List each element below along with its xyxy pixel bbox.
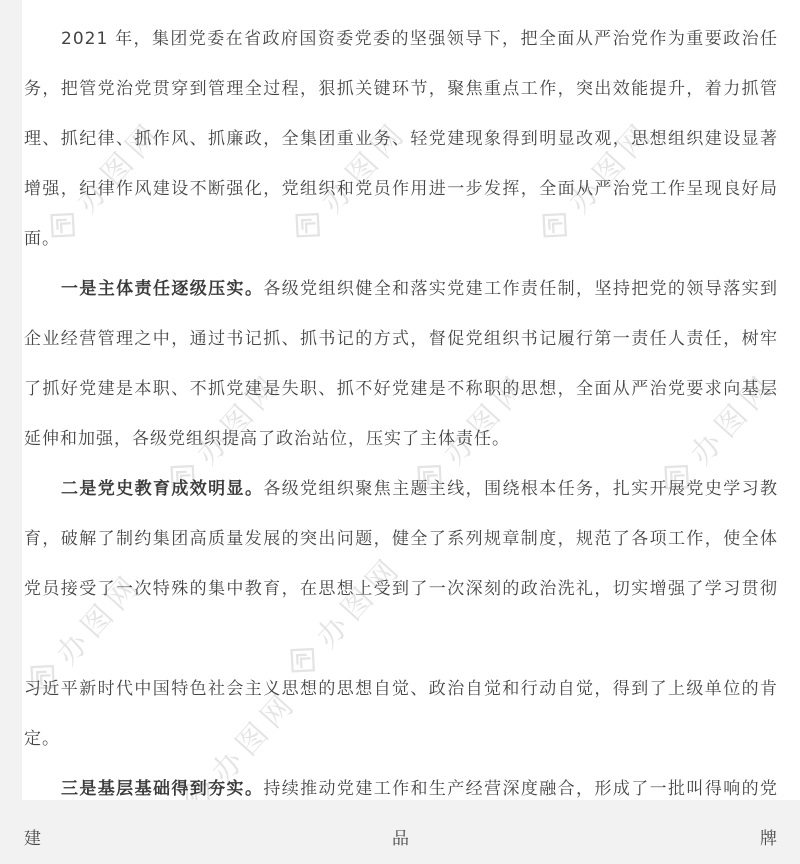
paragraph-bold-lead: 三是基层基础得到夯实。 [61,779,264,799]
watermark-text: 办图网 [561,114,662,220]
document-page [22,0,800,849]
paragraph-bold-lead: 一是主体责任逐级压实。 [61,279,264,299]
watermark-text: 办图网 [314,114,415,220]
paragraph [24,664,778,764]
watermark-text: 办图网 [683,366,784,472]
paragraph-text-run: 各级党组织健全和落实党建工作责任制，坚持把党的领导落实到企业经营管理之中，通过书记抓、抓书记的方式，督促党组织书记履行第一责任人责任，树牢了抓好党建是本职、不抓党建是失职、抓不好党建是不称职的思想，全面从严治党要求向基层延伸和加强，各级党组织提高了政治站位，压实了主体责任。 [24,279,779,449]
paragraph-text-run: 2021 年，集团党委在省政府国资委党委的坚强领导下，把全面从严治党作为重要政治任务，把管党治党贯穿到管理全过程，狠抓关键环节，聚焦重点工作，突出效能提升，着力抓管理、抓纪律、抓作风、抓廉政，全集团重业务、轻党建现象得到明显改观，思想组织建设显著增强，纪律作风建设不断强化，党组织和党员作用进一步发挥，全面从严治党工作呈现良好局面。 [24,29,778,249]
watermark-text: 办图网 [49,566,150,672]
paragraph [24,764,778,864]
paragraph [24,14,778,264]
watermark-text: 办图网 [436,366,537,472]
page-break-gap [24,614,778,664]
watermark-text: 办图网 [69,114,170,220]
watermark-text: 办图网 [189,366,290,472]
paragraph-bold-lead: 二是党史教育成效明显。 [61,479,264,499]
paragraph [24,464,778,614]
watermark-text: 办图网 [204,684,305,790]
paragraph-text-run: 习近平新时代中国特色社会主义思想的思想自觉、政治自觉和行动自觉，得到了上级单位的肯定。 [24,679,778,749]
paragraph-text-run: 各级党组织聚焦主题主线，围绕根本任务，扎实开展党史学习教育，破解了制约集团高质量发展的突出问题，健全了系列规章制度，规范了各项工作，使全体党员接受了一次特殊的集中教育，在思想上受到了一次深刻的政治洗礼，切实增强了学习贯彻 [24,479,779,599]
paragraph [24,264,778,464]
watermark-text: 办图网 [309,549,410,655]
paragraph-text-run: 持续推动党建工作和生产经营深度融合，形成了一批叫得响的党建品牌 [24,779,779,849]
document-body [22,0,800,864]
